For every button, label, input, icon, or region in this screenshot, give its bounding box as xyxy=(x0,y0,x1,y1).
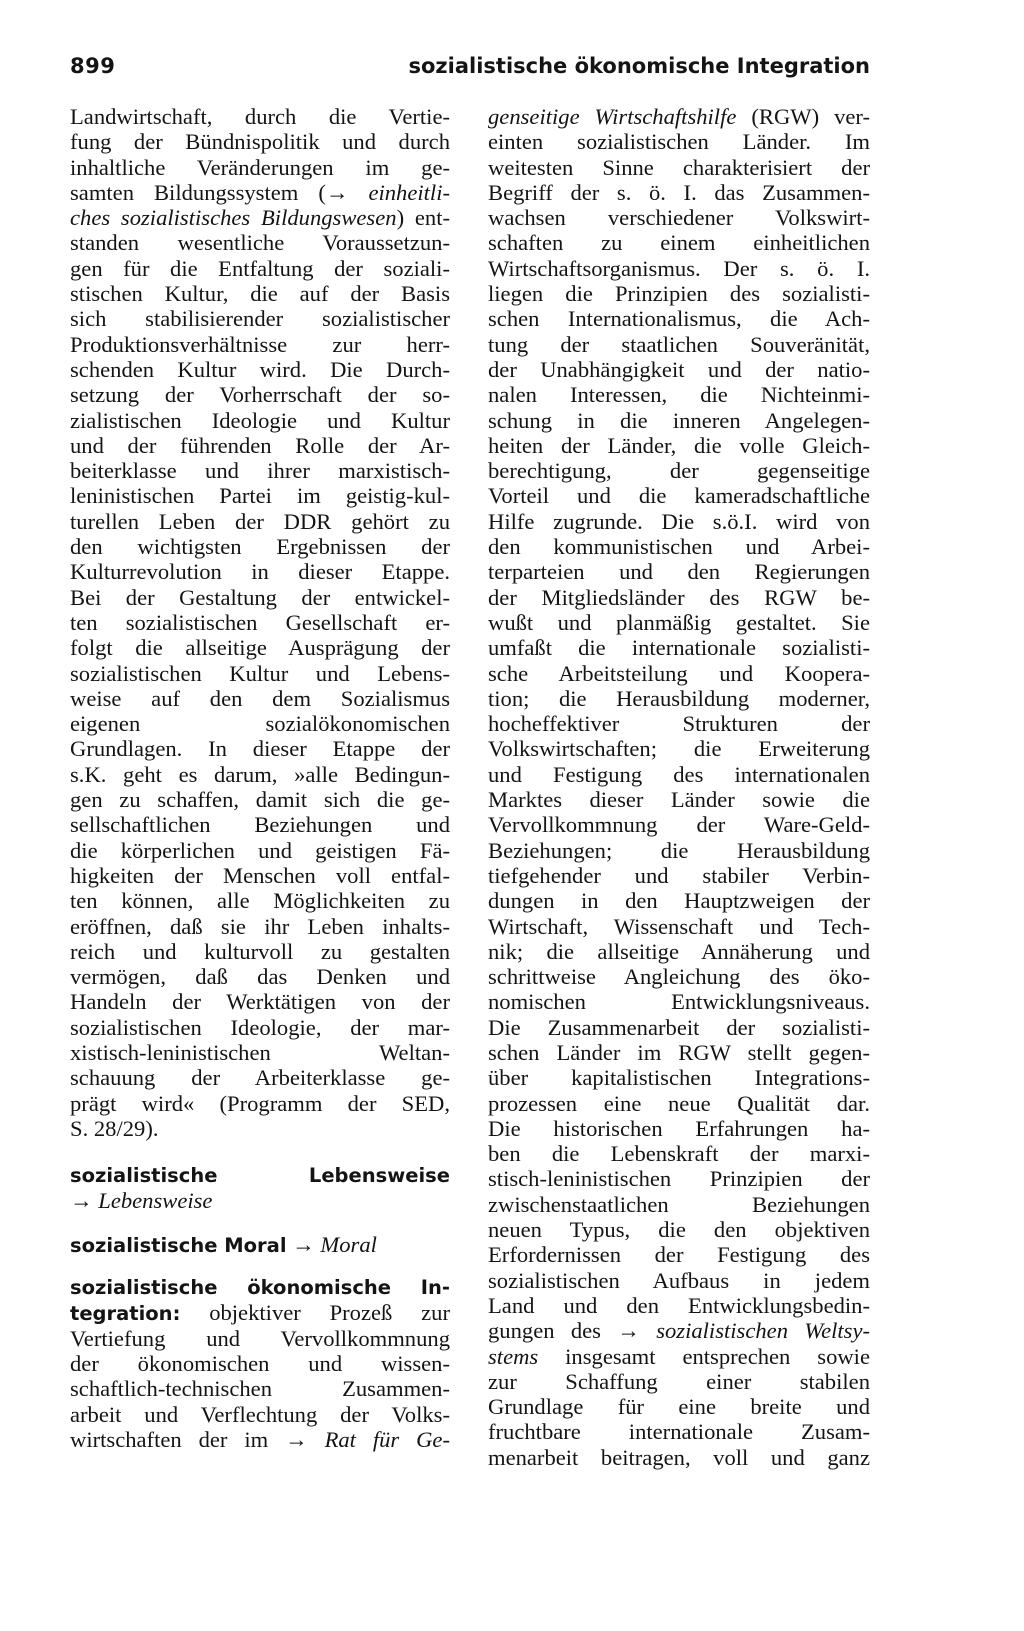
entry-lemma: tegration: xyxy=(70,1302,181,1326)
arrow-icon: → xyxy=(292,1231,315,1257)
arrow-icon: → xyxy=(70,1188,93,1214)
text-line: fung der Bündnispolitik und durch xyxy=(70,129,450,155)
text-line: Land und den Entwicklungsbedin- xyxy=(488,1292,870,1318)
text-line: die körperlichen und geistigen Fä- xyxy=(70,837,450,863)
text-line: und Festigung des internationalen xyxy=(488,761,870,787)
page-number: 899 xyxy=(70,54,116,78)
cross-reference[interactable]: stems xyxy=(488,1343,539,1369)
text-line: higkeiten der Menschen voll entfal- xyxy=(70,862,450,888)
text-line: sozialistischen Aufbaus in jedem xyxy=(488,1267,870,1293)
text-line: Hilfe zugrunde. Die s.ö.I. wird von xyxy=(488,508,870,534)
text-line: Vertiefung und Vervollkommnung xyxy=(70,1325,450,1351)
entry-lemma: sozialistische Moral xyxy=(70,1233,287,1257)
text-line: Wirtschaftsorganismus. Der s. ö. I. xyxy=(488,255,870,281)
text-line: gen zu schaffen, damit sich die ge- xyxy=(70,787,450,813)
text-line: den kommunistischen und Arbei- xyxy=(488,534,870,560)
text-line: wußt und planmäßig gestaltet. Sie xyxy=(488,609,870,635)
text-line: schenden Kultur wird. Die Durch- xyxy=(70,356,450,382)
text-line: inhaltliche Veränderungen im ge- xyxy=(70,154,450,180)
running-head: sozialistische ökonomische Integration xyxy=(408,54,870,78)
page-header xyxy=(70,54,870,88)
text-line: turellen Leben der DDR gehört zu xyxy=(70,508,450,534)
text-line xyxy=(70,205,450,230)
text-fragment: wirtschaften der im xyxy=(70,1426,269,1452)
text-line: Grundlage für eine breite und xyxy=(488,1394,870,1420)
text-line: vermögen, daß das Denken und xyxy=(70,964,450,990)
text-line: wachsen verschiedener Volkswirt- xyxy=(488,205,870,231)
text-line: den wichtigsten Ergebnissen der xyxy=(70,534,450,560)
text-line: heiten der Länder, die volle Gleich- xyxy=(488,432,870,458)
entry-integration xyxy=(70,1275,450,1452)
text-line: weise auf den dem Sozialismus xyxy=(70,685,450,711)
text-line: menarbeit beitragen, voll und ganz xyxy=(488,1444,870,1470)
arrow-icon: → xyxy=(325,179,349,205)
text-line: xistisch-leninistischen Weltan- xyxy=(70,1039,450,1065)
text-line: beiterklasse und ihrer marxistisch- xyxy=(70,458,450,484)
text-line: nalen Interessen, die Nichteinmi- xyxy=(488,382,870,408)
text-line: stisch-leninistischen Prinzipien der xyxy=(488,1166,870,1192)
text-line: Vervollkommnung der Ware-Geld- xyxy=(488,812,870,838)
text-line: sozialistischen Ideologie, der mar- xyxy=(70,1014,450,1040)
text-line: sozialistischen Kultur und Lebens- xyxy=(70,660,450,686)
text-line: eröffnen, daß sie ihr Leben inhalts- xyxy=(70,913,450,939)
text-line: berechtigung, der gegenseitige xyxy=(488,458,870,484)
right-column xyxy=(488,104,870,1470)
text-line: Volkswirtschaften; die Erweiterung xyxy=(488,736,870,762)
text-line: Produktionsverhältnisse zur herr- xyxy=(70,331,450,357)
text-line: liegen die Prinzipien des sozialisti- xyxy=(488,281,870,307)
text-fragment: insgesamt entsprechen sowie xyxy=(565,1343,870,1369)
text-line: Beziehungen; die Herausbildung xyxy=(488,837,870,863)
text-line: reich und kulturvoll zu gestalten xyxy=(70,938,450,964)
text-line: Vorteil und die kameradschaftliche xyxy=(488,483,870,509)
text-line: Kulturrevolution in dieser Etappe. xyxy=(70,559,450,585)
text-line: dungen in den Hauptzweigen der xyxy=(488,888,870,914)
text-line: Grundlagen. In dieser Etappe der xyxy=(70,736,450,762)
text-line: s.K. geht es darum, »alle Bedingun- xyxy=(70,761,450,787)
left-column xyxy=(70,104,450,1452)
text-line: zwischenstaatlichen Beziehungen xyxy=(488,1191,870,1217)
text-line: setzung der Vorherrschaft der so- xyxy=(70,382,450,408)
text-line: hocheffektiver Strukturen der xyxy=(488,711,870,737)
text-line: arbeit und Verflechtung der Volks- xyxy=(70,1401,450,1427)
text-line: eigenen sozialökonomischen xyxy=(70,711,450,737)
text-line: Handeln der Werktätigen von der xyxy=(70,989,450,1015)
cross-reference[interactable]: Lebensweise xyxy=(98,1188,213,1214)
text-line: schauung der Arbeiterklasse ge- xyxy=(70,1065,450,1091)
arrow-icon: → xyxy=(285,1426,308,1452)
text-line: und der führenden Rolle der Ar- xyxy=(70,432,450,458)
text-line: prozessen eine neue Qualität dar. xyxy=(488,1090,870,1116)
lemma-word: Lebensweise xyxy=(308,1164,450,1188)
text-line: sche Arbeitsteilung und Koopera- xyxy=(488,660,870,686)
text-line: schen Länder im RGW stellt gegen- xyxy=(488,1039,870,1065)
text-line: Die Zusammenarbeit der sozialisti- xyxy=(488,1014,870,1040)
text-line: Begriff der s. ö. I. das Zusammen- xyxy=(488,179,870,205)
text-line: der Mitgliedsländer des RGW be- xyxy=(488,584,870,610)
text-line xyxy=(70,1232,450,1257)
text-line: ben die Lebenskraft der marxi- xyxy=(488,1141,870,1167)
text-line: standen wesentliche Voraussetzun- xyxy=(70,230,450,256)
text-fragment: gungen des xyxy=(488,1318,601,1344)
text-line: terparteien und den Regierungen xyxy=(488,559,870,585)
entry-lebensweise xyxy=(70,1163,450,1214)
text-line: sich stabilisierender sozialistischer xyxy=(70,306,450,332)
text-line: tung der staatlichen Souveränität, xyxy=(488,331,870,357)
text-line xyxy=(488,1318,870,1343)
text-fragment: (RGW) ver- xyxy=(751,104,871,129)
text-line: gen für die Entfaltung der soziali- xyxy=(70,255,450,281)
text-line: tiefgehender und stabiler Verbin- xyxy=(488,862,870,888)
text-line: Wirtschaft, Wissenschaft und Tech- xyxy=(488,913,870,939)
entry-moral xyxy=(70,1232,450,1257)
text-line: sellschaftlichen Beziehungen und xyxy=(70,812,450,838)
entry-lemma: sozialistische ökonomische In- xyxy=(70,1276,450,1300)
text-line: Landwirtschaft, durch die Vertie- xyxy=(70,104,450,129)
text-line: nik; die allseitige Annäherung und xyxy=(488,938,870,964)
text-line: S. 28/29). xyxy=(70,1115,159,1141)
text-line: Erfordernissen der Festigung des xyxy=(488,1242,870,1268)
text-line xyxy=(70,1427,450,1452)
text-line: tion; die Herausbildung moderner, xyxy=(488,685,870,711)
text-line xyxy=(488,104,870,129)
text-fragment: samten Bildungssystem ( xyxy=(70,179,326,205)
text-line: zialistischen Ideologie und Kultur xyxy=(70,407,450,433)
cross-reference[interactable]: Moral xyxy=(320,1231,377,1257)
text-line: über kapitalistischen Integrations- xyxy=(488,1065,870,1091)
text-line xyxy=(488,1344,870,1369)
text-line xyxy=(70,1300,450,1325)
text-fragment: ) ent- xyxy=(396,205,450,231)
text-line: stischen Kultur, die auf der Basis xyxy=(70,281,450,307)
text-line: schrittweise Angleichung des öko- xyxy=(488,964,870,990)
text-line: Bei der Gestaltung der entwickel- xyxy=(70,584,450,610)
text-line: prägt wird« (Programm der SED, xyxy=(70,1090,450,1116)
text-line: folgt die allseitige Ausprägung der xyxy=(70,635,450,661)
text-line: schen Internationalismus, die Ach- xyxy=(488,306,870,332)
text-line: umfaßt die internationale sozialisti- xyxy=(488,635,870,661)
cross-reference[interactable]: genseitige Wirtschaftshilfe xyxy=(488,104,737,129)
text-line: nomischen Entwicklungsniveaus. xyxy=(488,989,870,1015)
text-line xyxy=(70,180,450,205)
text-line xyxy=(70,1188,450,1213)
text-line: zur Schaffung einer stabilen xyxy=(488,1368,870,1394)
text-line: ten sozialistischen Gesellschaft er- xyxy=(70,609,450,635)
text-line: leninistischen Partei im geistig-kul- xyxy=(70,483,450,509)
arrow-icon: → xyxy=(617,1318,640,1344)
cross-reference[interactable]: Rat für Ge- xyxy=(324,1426,450,1452)
entry-lemma xyxy=(70,1163,450,1188)
text-line: schaftlich-technischen Zusammen- xyxy=(70,1376,450,1402)
text-line: Die historischen Erfahrungen ha- xyxy=(488,1115,870,1141)
text-line: der ökonomischen und wissen- xyxy=(70,1350,450,1376)
text-line: weitesten Sinne charakterisiert der xyxy=(488,154,870,180)
text-line: ten können, alle Möglichkeiten zu xyxy=(70,888,450,914)
text-line: neuen Typus, die den objektiven xyxy=(488,1217,870,1243)
cross-reference[interactable]: ches sozialistisches Bildungswesen xyxy=(70,205,397,231)
text-line: einten sozialistischen Länder. Im xyxy=(488,129,870,155)
text-line: schung in die inneren Angelegen- xyxy=(488,407,870,433)
text-line: der Unabhängigkeit und der natio- xyxy=(488,356,870,382)
text-line: fruchtbare internationale Zusam- xyxy=(488,1419,870,1445)
cross-reference[interactable]: einheitli- xyxy=(368,179,450,205)
lemma-word: sozialistische xyxy=(70,1164,218,1188)
text-line: Marktes dieser Länder sowie die xyxy=(488,787,870,813)
text-line: schaften zu einem einheitlichen xyxy=(488,230,870,256)
cross-reference[interactable]: sozialistischen Weltsy- xyxy=(656,1318,870,1344)
text-fragment: objektiver Prozeß zur xyxy=(209,1300,450,1326)
